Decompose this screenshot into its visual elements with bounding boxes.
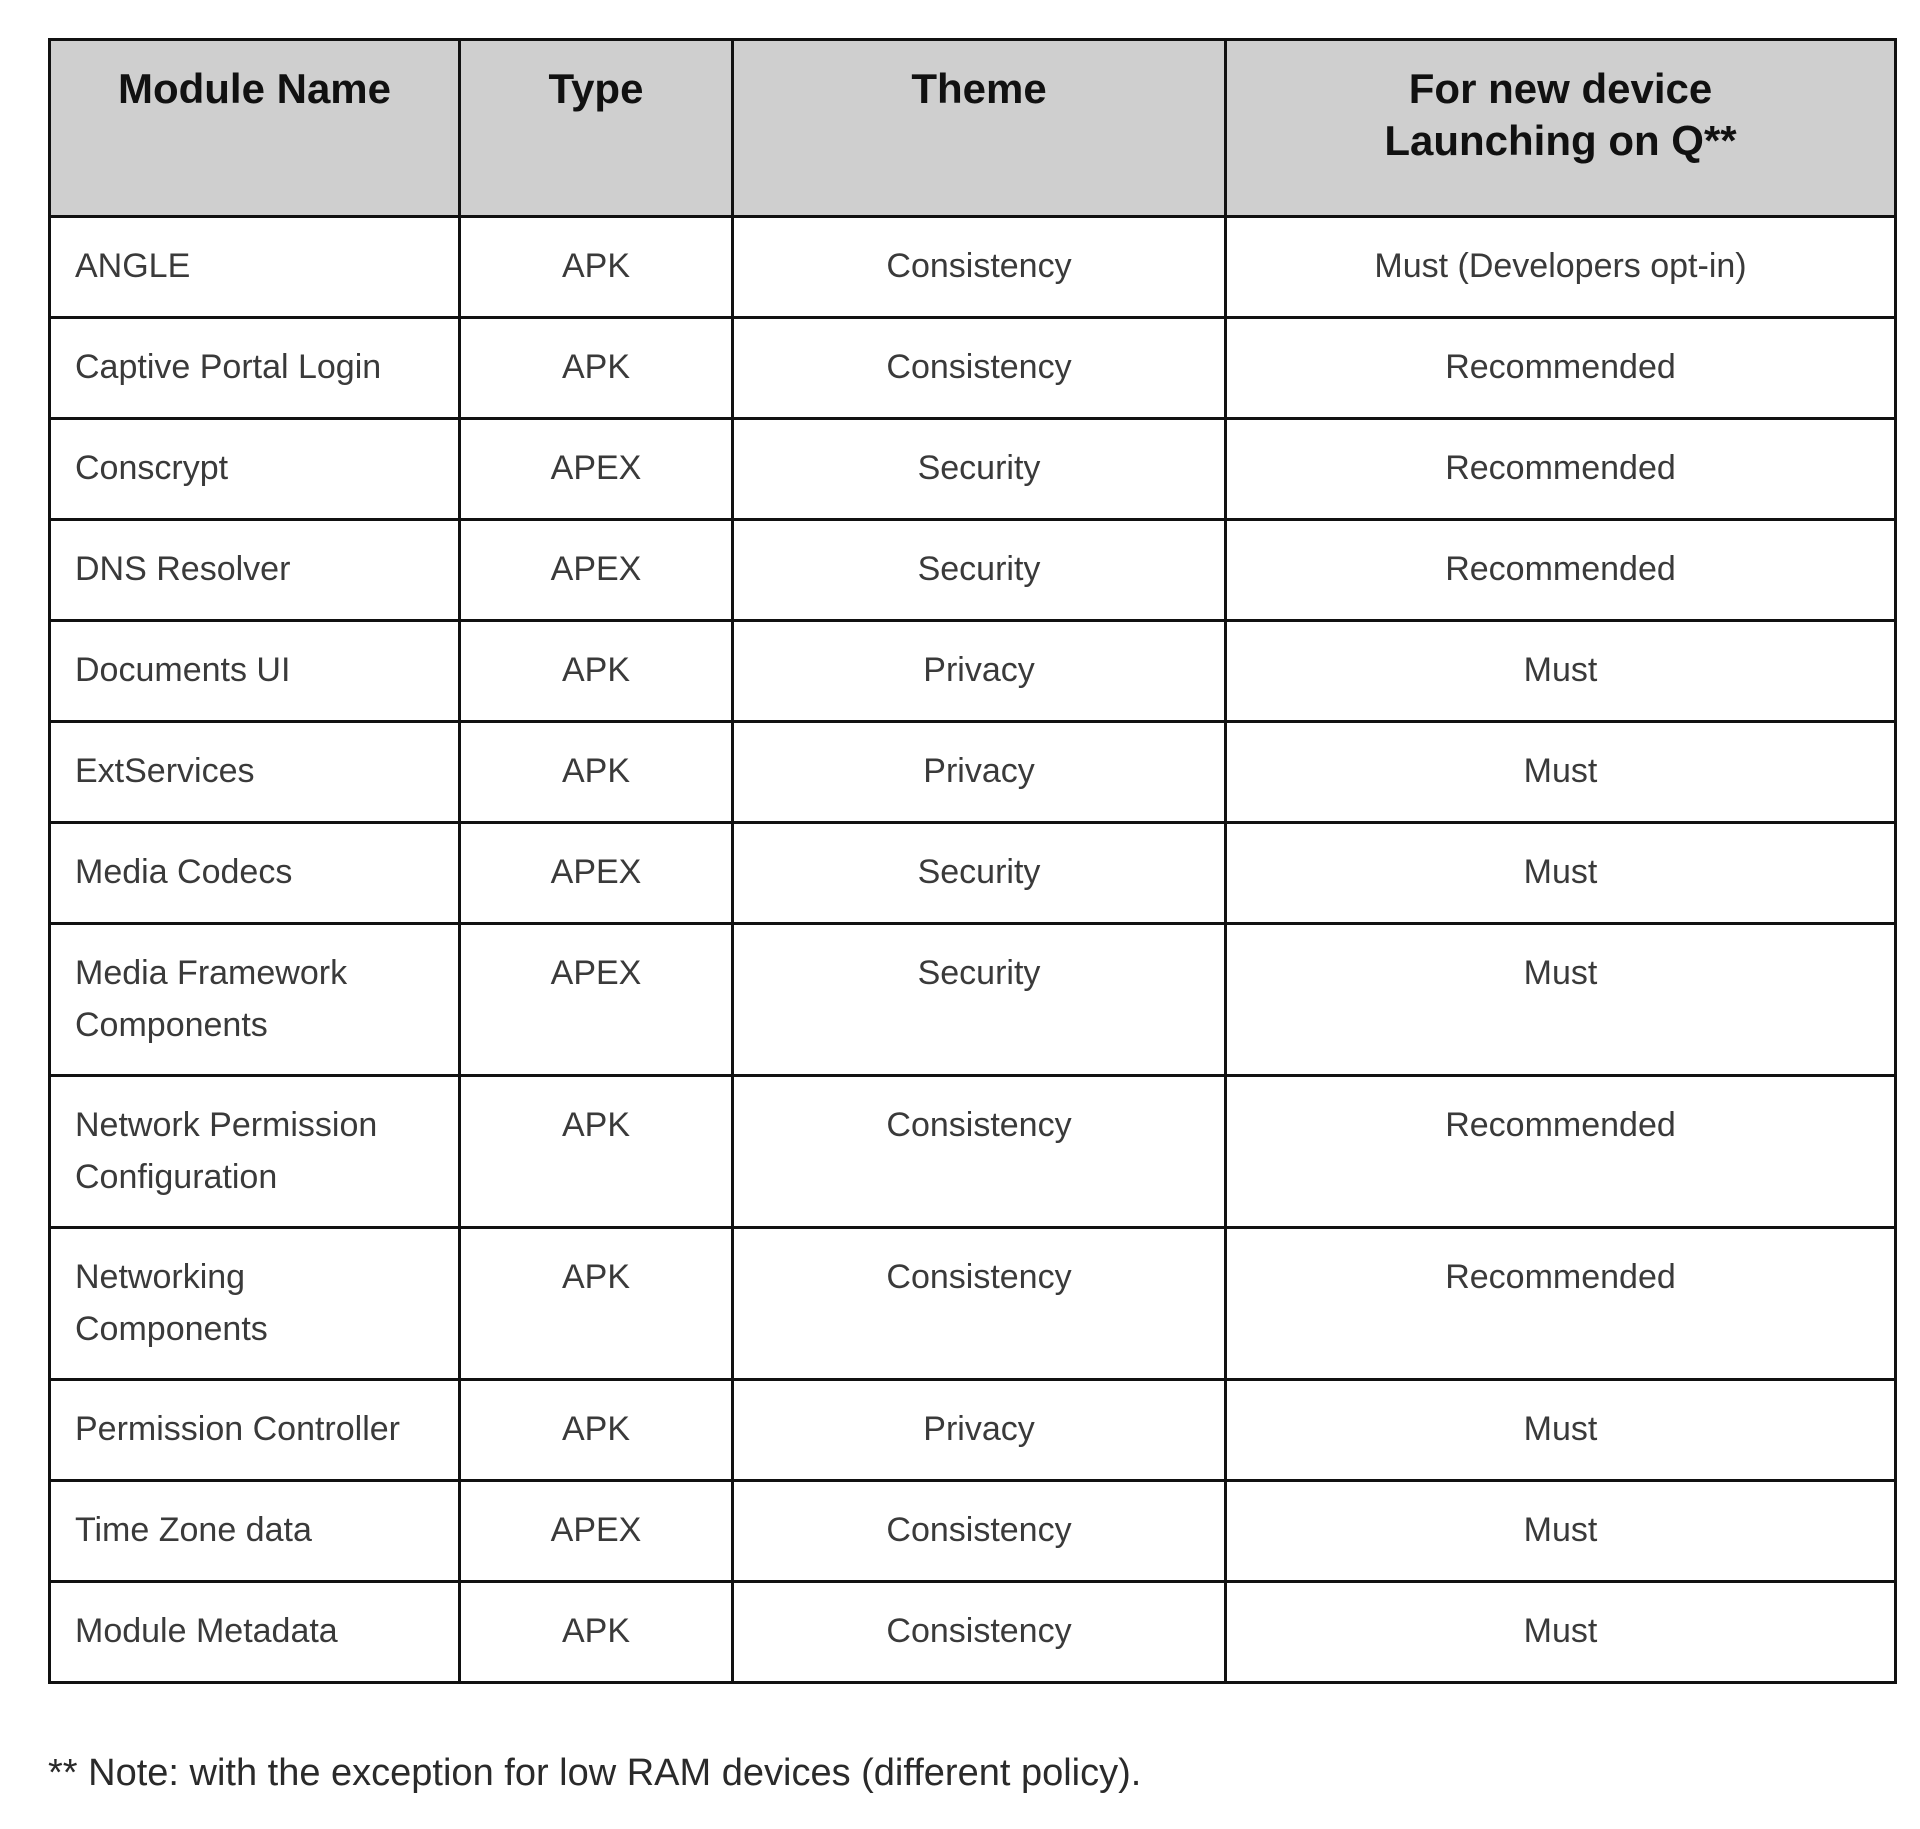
cell-module-name: Media Codecs [50,823,460,924]
cell-module-name: ANGLE [50,217,460,318]
cell-requirement: Must [1226,823,1896,924]
cell-theme: Consistency [733,1582,1226,1683]
cell-module-name: Time Zone data [50,1481,460,1582]
cell-module-name-line-2: Configuration [75,1158,278,1196]
cell-type: APK [460,1076,733,1228]
cell-requirement: Must [1226,924,1896,1076]
table-row [50,924,1896,1076]
cell-requirement: Recommended [1226,318,1896,419]
cell-theme: Consistency [733,1228,1226,1380]
cell-module-name: Module Metadata [50,1582,460,1683]
cell-type: APK [460,217,733,318]
table-row [50,621,1896,722]
cell-requirement: Must [1226,722,1896,823]
cell-theme: Security [733,823,1226,924]
cell-requirement: Must [1226,1582,1896,1683]
cell-module-name-line-2: Components [75,1310,268,1348]
cell-requirement: Must [1226,621,1896,722]
table-row [50,823,1896,924]
cell-type: APEX [460,419,733,520]
cell-requirement: Must [1226,1380,1896,1481]
cell-requirement: Must (Developers opt-in) [1226,217,1896,318]
cell-module-name [50,1228,460,1380]
cell-theme: Consistency [733,1481,1226,1582]
table-row [50,722,1896,823]
cell-module-name [50,924,460,1076]
modules-table [48,38,1897,1684]
cell-type: APEX [460,1481,733,1582]
cell-theme: Consistency [733,1076,1226,1228]
cell-module-name: Documents UI [50,621,460,722]
cell-type: APK [460,1582,733,1683]
cell-theme: Security [733,924,1226,1076]
cell-type: APK [460,621,733,722]
header-module-name: Module Name [50,40,460,217]
header-launch-requirement [1226,40,1896,217]
header-launch-line-1: For new device [1408,65,1713,112]
table-row [50,1582,1896,1683]
cell-type: APK [460,1228,733,1380]
cell-requirement: Recommended [1226,1228,1896,1380]
cell-requirement: Recommended [1226,419,1896,520]
cell-module-name: Conscrypt [50,419,460,520]
modules-table-container [48,38,1894,1684]
cell-module-name: ExtServices [50,722,460,823]
table-row [50,1380,1896,1481]
cell-module-name-line-1: Networking [75,1258,246,1296]
cell-theme: Privacy [733,722,1226,823]
cell-type: APEX [460,924,733,1076]
table-header-row [50,40,1896,217]
cell-module-name-line-2: Components [75,1006,268,1044]
cell-module-name-line-1: Network Permission [75,1106,378,1144]
header-theme: Theme [733,40,1226,217]
table-row [50,318,1896,419]
header-launch-line-2: Launching on Q** [1384,117,1737,164]
table-row [50,1481,1896,1582]
cell-requirement: Recommended [1226,1076,1896,1228]
cell-module-name: Captive Portal Login [50,318,460,419]
cell-theme: Privacy [733,621,1226,722]
table-row [50,419,1896,520]
cell-type: APK [460,1380,733,1481]
table-row [50,1076,1896,1228]
table-row [50,520,1896,621]
table-row [50,1228,1896,1380]
footnote: ** Note: with the exception for low RAM devices (different policy). [48,1752,1142,1794]
cell-module-name-line-1: Media Framework [75,954,348,992]
cell-type: APK [460,722,733,823]
table-row [50,217,1896,318]
cell-theme: Consistency [733,318,1226,419]
cell-theme: Security [733,419,1226,520]
cell-type: APK [460,318,733,419]
cell-type: APEX [460,823,733,924]
cell-requirement: Recommended [1226,520,1896,621]
cell-module-name: DNS Resolver [50,520,460,621]
cell-module-name [50,1076,460,1228]
cell-theme: Security [733,520,1226,621]
cell-theme: Consistency [733,217,1226,318]
cell-requirement: Must [1226,1481,1896,1582]
cell-module-name: Permission Controller [50,1380,460,1481]
cell-theme: Privacy [733,1380,1226,1481]
header-type: Type [460,40,733,217]
cell-type: APEX [460,520,733,621]
